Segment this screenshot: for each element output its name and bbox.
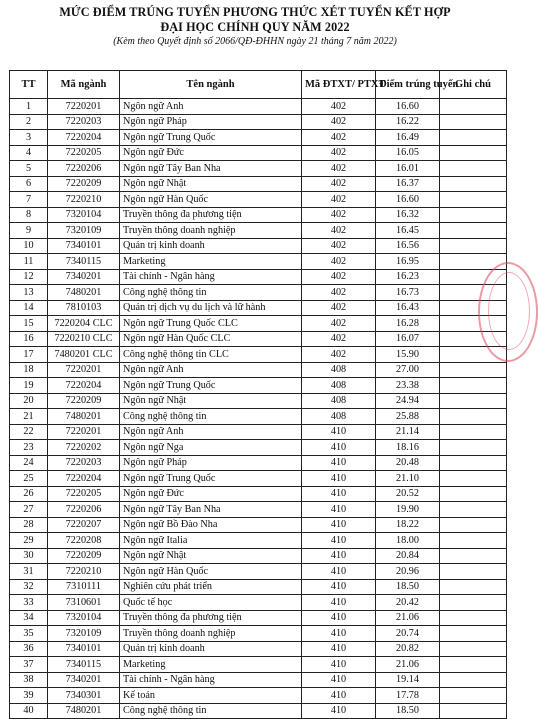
row-ghi-chu — [440, 130, 507, 146]
row-ma-dtxt: 410 — [302, 672, 376, 688]
row-ma-nganh: 7220201 — [48, 99, 120, 115]
row-diem: 15.90 — [376, 347, 440, 363]
row-ten-nganh: Công nghệ thông tin — [120, 285, 302, 301]
row-diem: 20.42 — [376, 595, 440, 611]
row-diem: 16.60 — [376, 99, 440, 115]
row-ma-nganh: 7340101 — [48, 641, 120, 657]
row-ma-nganh: 7810103 — [48, 300, 120, 316]
row-ma-dtxt: 402 — [302, 300, 376, 316]
row-diem: 16.22 — [376, 114, 440, 130]
row-diem: 21.14 — [376, 424, 440, 440]
row-ma-nganh: 7480201 — [48, 409, 120, 425]
row-ma-nganh: 7340301 — [48, 688, 120, 704]
row-ghi-chu — [440, 533, 507, 549]
row-ghi-chu — [440, 703, 507, 719]
row-ma-nganh: 7480201 CLC — [48, 347, 120, 363]
row-ma-nganh: 7220210 — [48, 192, 120, 208]
row-ten-nganh: Ngôn ngữ Trung Quốc — [120, 378, 302, 394]
row-diem: 16.01 — [376, 161, 440, 177]
row-ma-nganh: 7220204 — [48, 471, 120, 487]
row-ma-nganh: 7220210 CLC — [48, 331, 120, 347]
row-tt: 9 — [10, 223, 48, 239]
row-tt: 30 — [10, 548, 48, 564]
row-diem: 20.96 — [376, 564, 440, 580]
row-ma-nganh: 7320109 — [48, 223, 120, 239]
table-row — [10, 378, 507, 394]
row-ma-nganh: 7220206 — [48, 502, 120, 518]
row-diem: 18.22 — [376, 517, 440, 533]
row-ten-nganh: Kế toán — [120, 688, 302, 704]
row-ma-dtxt: 408 — [302, 378, 376, 394]
row-diem: 23.38 — [376, 378, 440, 394]
table-body — [10, 99, 507, 719]
row-diem: 16.37 — [376, 176, 440, 192]
row-ma-dtxt: 410 — [302, 440, 376, 456]
row-ma-nganh: 7220205 — [48, 145, 120, 161]
row-ten-nganh: Ngôn ngữ Tây Ban Nha — [120, 161, 302, 177]
row-ma-dtxt: 408 — [302, 362, 376, 378]
row-diem: 19.90 — [376, 502, 440, 518]
row-diem: 16.23 — [376, 269, 440, 285]
row-tt: 2 — [10, 114, 48, 130]
row-ma-nganh: 7220201 — [48, 424, 120, 440]
row-ten-nganh: Quản trị kinh doanh — [120, 238, 302, 254]
row-tt: 25 — [10, 471, 48, 487]
row-ten-nganh: Ngôn ngữ Nhật — [120, 176, 302, 192]
row-tt: 8 — [10, 207, 48, 223]
row-ghi-chu — [440, 595, 507, 611]
row-diem: 20.84 — [376, 548, 440, 564]
row-diem: 25.88 — [376, 409, 440, 425]
row-tt: 27 — [10, 502, 48, 518]
row-ma-dtxt: 402 — [302, 207, 376, 223]
row-ma-dtxt: 410 — [302, 548, 376, 564]
table-row — [10, 331, 507, 347]
row-ma-nganh: 7340201 — [48, 269, 120, 285]
row-diem: 21.06 — [376, 657, 440, 673]
table-row — [10, 130, 507, 146]
row-ma-dtxt: 402 — [302, 331, 376, 347]
row-ma-dtxt: 402 — [302, 145, 376, 161]
document-header — [0, 0, 510, 49]
document-subtitle: (Kèm theo Quyết định số 2066/QĐ-ĐHHN ngày 21 tháng 7 năm 2022) — [113, 36, 397, 47]
row-ma-nganh: 7220204 — [48, 130, 120, 146]
row-ten-nganh: Marketing — [120, 254, 302, 270]
row-diem: 16.05 — [376, 145, 440, 161]
row-ten-nganh: Ngôn ngữ Pháp — [120, 455, 302, 471]
row-diem: 19.14 — [376, 672, 440, 688]
row-ma-nganh: 7220210 — [48, 564, 120, 580]
row-diem: 21.06 — [376, 610, 440, 626]
table-header-row — [10, 71, 507, 99]
row-diem: 16.49 — [376, 130, 440, 146]
document-title-line2: ĐẠI HỌC CHÍNH QUY NĂM 2022 — [160, 20, 350, 34]
row-tt: 33 — [10, 595, 48, 611]
row-tt: 19 — [10, 378, 48, 394]
table-row — [10, 114, 507, 130]
header-diem-trung-tuyen: Điểm trúng tuyển — [376, 71, 440, 99]
row-tt: 22 — [10, 424, 48, 440]
row-ma-nganh: 7220204 — [48, 378, 120, 394]
header-tt: TT — [10, 71, 48, 99]
row-ma-nganh: 7220204 CLC — [48, 316, 120, 332]
row-ten-nganh: Ngôn ngữ Tây Ban Nha — [120, 502, 302, 518]
table-row — [10, 424, 507, 440]
row-diem: 17.78 — [376, 688, 440, 704]
row-ma-dtxt: 410 — [302, 424, 376, 440]
row-tt: 36 — [10, 641, 48, 657]
row-ghi-chu — [440, 393, 507, 409]
row-diem: 20.48 — [376, 455, 440, 471]
row-ma-nganh: 7320104 — [48, 610, 120, 626]
row-ten-nganh: Tài chính - Ngân hàng — [120, 269, 302, 285]
row-tt: 5 — [10, 161, 48, 177]
row-ma-nganh: 7220209 — [48, 548, 120, 564]
row-ten-nganh: Ngôn ngữ Hàn Quốc — [120, 564, 302, 580]
row-ma-nganh: 7340115 — [48, 254, 120, 270]
row-ghi-chu — [440, 548, 507, 564]
row-tt: 39 — [10, 688, 48, 704]
row-tt: 18 — [10, 362, 48, 378]
row-ghi-chu — [440, 424, 507, 440]
table-row — [10, 610, 507, 626]
row-tt: 38 — [10, 672, 48, 688]
row-ghi-chu — [440, 223, 507, 239]
row-tt: 17 — [10, 347, 48, 363]
row-ghi-chu — [440, 99, 507, 115]
row-tt: 3 — [10, 130, 48, 146]
row-tt: 14 — [10, 300, 48, 316]
row-diem: 16.95 — [376, 254, 440, 270]
row-ma-nganh: 7320104 — [48, 207, 120, 223]
row-ma-dtxt: 402 — [302, 130, 376, 146]
row-ma-nganh: 7480201 — [48, 285, 120, 301]
table-row — [10, 440, 507, 456]
row-ten-nganh: Tài chính - Ngân hàng — [120, 672, 302, 688]
row-ma-dtxt: 410 — [302, 486, 376, 502]
row-diem: 20.82 — [376, 641, 440, 657]
row-ma-dtxt: 410 — [302, 579, 376, 595]
row-tt: 32 — [10, 579, 48, 595]
row-ma-dtxt: 402 — [302, 347, 376, 363]
row-diem: 18.16 — [376, 440, 440, 456]
row-tt: 16 — [10, 331, 48, 347]
row-ghi-chu — [440, 207, 507, 223]
row-ma-dtxt: 402 — [302, 238, 376, 254]
row-ma-nganh: 7310111 — [48, 579, 120, 595]
row-ma-dtxt: 410 — [302, 688, 376, 704]
row-ma-dtxt: 410 — [302, 502, 376, 518]
header-ghi-chu: Ghi chú — [440, 71, 507, 99]
row-ma-dtxt: 402 — [302, 316, 376, 332]
table-row — [10, 579, 507, 595]
row-tt: 7 — [10, 192, 48, 208]
table-row — [10, 238, 507, 254]
row-ghi-chu — [440, 657, 507, 673]
row-ghi-chu — [440, 626, 507, 642]
row-ma-nganh: 7220208 — [48, 533, 120, 549]
table-row — [10, 703, 507, 719]
table-row — [10, 192, 507, 208]
row-ten-nganh: Ngôn ngữ Anh — [120, 362, 302, 378]
table-row — [10, 548, 507, 564]
row-ten-nganh: Ngôn ngữ Đức — [120, 486, 302, 502]
row-ma-dtxt: 410 — [302, 564, 376, 580]
row-ghi-chu — [440, 610, 507, 626]
row-ten-nganh: Truyền thông doanh nghiệp — [120, 223, 302, 239]
table-row — [10, 316, 507, 332]
row-ghi-chu — [440, 641, 507, 657]
row-ghi-chu — [440, 378, 507, 394]
row-ten-nganh: Quản trị kinh doanh — [120, 641, 302, 657]
row-ghi-chu — [440, 145, 507, 161]
table-row — [10, 564, 507, 580]
row-diem: 16.60 — [376, 192, 440, 208]
row-tt: 10 — [10, 238, 48, 254]
row-ma-nganh: 7220203 — [48, 114, 120, 130]
row-ten-nganh: Ngôn ngữ Italia — [120, 533, 302, 549]
row-diem: 18.50 — [376, 579, 440, 595]
row-ten-nganh: Quản trị dịch vụ du lịch và lữ hành — [120, 300, 302, 316]
row-ten-nganh: Ngôn ngữ Đức — [120, 145, 302, 161]
row-ghi-chu — [440, 362, 507, 378]
header-ma-dtxt: Mã ĐTXT/ PTXT — [302, 71, 376, 99]
row-ma-nganh: 7340115 — [48, 657, 120, 673]
row-ma-dtxt: 410 — [302, 471, 376, 487]
table-row — [10, 254, 507, 270]
row-ten-nganh: Ngôn ngữ Trung Quốc CLC — [120, 316, 302, 332]
table-row — [10, 285, 507, 301]
table-row — [10, 223, 507, 239]
row-tt: 26 — [10, 486, 48, 502]
row-ma-dtxt: 410 — [302, 610, 376, 626]
row-ma-dtxt: 402 — [302, 223, 376, 239]
row-ghi-chu — [440, 409, 507, 425]
row-diem: 16.73 — [376, 285, 440, 301]
table-row — [10, 626, 507, 642]
row-ten-nganh: Truyền thông doanh nghiệp — [120, 626, 302, 642]
red-seal-stamp-inner — [488, 272, 530, 350]
row-tt: 23 — [10, 440, 48, 456]
table-row — [10, 300, 507, 316]
row-ma-nganh: 7220203 — [48, 455, 120, 471]
row-ghi-chu — [440, 455, 507, 471]
row-tt: 31 — [10, 564, 48, 580]
row-ma-dtxt: 402 — [302, 176, 376, 192]
table-row — [10, 672, 507, 688]
row-ma-dtxt: 410 — [302, 626, 376, 642]
row-tt: 12 — [10, 269, 48, 285]
row-ghi-chu — [440, 517, 507, 533]
row-tt: 13 — [10, 285, 48, 301]
row-ten-nganh: Ngôn ngữ Pháp — [120, 114, 302, 130]
row-diem: 18.00 — [376, 533, 440, 549]
row-tt: 37 — [10, 657, 48, 673]
row-ghi-chu — [440, 161, 507, 177]
row-tt: 4 — [10, 145, 48, 161]
row-ten-nganh: Ngôn ngữ Nhật — [120, 548, 302, 564]
row-tt: 20 — [10, 393, 48, 409]
row-ghi-chu — [440, 238, 507, 254]
table-row — [10, 409, 507, 425]
row-ghi-chu — [440, 176, 507, 192]
row-tt: 15 — [10, 316, 48, 332]
row-tt: 40 — [10, 703, 48, 719]
row-ten-nganh: Công nghệ thông tin CLC — [120, 347, 302, 363]
row-ten-nganh: Công nghệ thông tin — [120, 409, 302, 425]
table-row — [10, 595, 507, 611]
row-ten-nganh: Ngôn ngữ Hàn Quốc — [120, 192, 302, 208]
row-diem: 21.10 — [376, 471, 440, 487]
table-row — [10, 99, 507, 115]
row-tt: 21 — [10, 409, 48, 425]
table-row — [10, 161, 507, 177]
row-tt: 24 — [10, 455, 48, 471]
row-ma-dtxt: 402 — [302, 99, 376, 115]
row-tt: 1 — [10, 99, 48, 115]
table-row — [10, 657, 507, 673]
row-ten-nganh: Quốc tế học — [120, 595, 302, 611]
row-tt: 28 — [10, 517, 48, 533]
row-diem: 16.43 — [376, 300, 440, 316]
row-ma-dtxt: 410 — [302, 455, 376, 471]
row-ma-dtxt: 410 — [302, 657, 376, 673]
row-ma-nganh: 7340101 — [48, 238, 120, 254]
row-ma-dtxt: 408 — [302, 393, 376, 409]
row-ma-nganh: 7220207 — [48, 517, 120, 533]
row-ghi-chu — [440, 486, 507, 502]
row-ten-nganh: Ngôn ngữ Nga — [120, 440, 302, 456]
row-diem: 16.45 — [376, 223, 440, 239]
row-diem: 16.28 — [376, 316, 440, 332]
row-ghi-chu — [440, 440, 507, 456]
row-ten-nganh: Công nghệ thông tin — [120, 703, 302, 719]
row-ten-nganh: Ngôn ngữ Trung Quốc — [120, 471, 302, 487]
row-ghi-chu — [440, 579, 507, 595]
table-row — [10, 533, 507, 549]
table-row — [10, 688, 507, 704]
row-ma-dtxt: 402 — [302, 161, 376, 177]
table-row — [10, 455, 507, 471]
row-ma-dtxt: 402 — [302, 114, 376, 130]
document-title-line1: MỨC ĐIỂM TRÚNG TUYỂN PHƯƠNG THỨC XÉT TUYỂN KẾT HỢP — [59, 5, 451, 19]
row-ghi-chu — [440, 471, 507, 487]
row-ten-nganh: Ngôn ngữ Anh — [120, 424, 302, 440]
admission-scores-table — [9, 70, 507, 719]
table-row — [10, 641, 507, 657]
row-ma-dtxt: 410 — [302, 595, 376, 611]
row-ma-nganh: 7220205 — [48, 486, 120, 502]
row-ma-nganh: 7480201 — [48, 703, 120, 719]
row-ten-nganh: Ngôn ngữ Nhật — [120, 393, 302, 409]
row-ma-dtxt: 402 — [302, 254, 376, 270]
row-ten-nganh: Ngôn ngữ Trung Quốc — [120, 130, 302, 146]
row-ma-dtxt: 402 — [302, 192, 376, 208]
row-ma-dtxt: 408 — [302, 409, 376, 425]
row-ten-nganh: Nghiên cứu phát triển — [120, 579, 302, 595]
row-ma-dtxt: 410 — [302, 703, 376, 719]
row-ghi-chu — [440, 688, 507, 704]
header-ma-nganh: Mã ngành — [48, 71, 120, 99]
table-row — [10, 517, 507, 533]
row-diem: 20.74 — [376, 626, 440, 642]
table-row — [10, 347, 507, 363]
row-ghi-chu — [440, 114, 507, 130]
row-ten-nganh: Ngôn ngữ Hàn Quốc CLC — [120, 331, 302, 347]
row-ten-nganh: Marketing — [120, 657, 302, 673]
row-diem: 16.56 — [376, 238, 440, 254]
row-ghi-chu — [440, 672, 507, 688]
row-diem: 20.52 — [376, 486, 440, 502]
row-ten-nganh: Truyền thông đa phương tiện — [120, 610, 302, 626]
row-ma-dtxt: 410 — [302, 533, 376, 549]
row-ten-nganh: Ngôn ngữ Anh — [120, 99, 302, 115]
row-ghi-chu — [440, 502, 507, 518]
row-diem: 16.07 — [376, 331, 440, 347]
table-row — [10, 145, 507, 161]
row-ma-nganh: 7220206 — [48, 161, 120, 177]
row-tt: 6 — [10, 176, 48, 192]
row-diem: 24.94 — [376, 393, 440, 409]
row-ghi-chu — [440, 564, 507, 580]
row-ma-nganh: 7310601 — [48, 595, 120, 611]
row-ten-nganh: Truyền thông đa phương tiện — [120, 207, 302, 223]
row-diem: 18.50 — [376, 703, 440, 719]
table-row — [10, 393, 507, 409]
row-ma-nganh: 7220209 — [48, 393, 120, 409]
row-ghi-chu — [440, 192, 507, 208]
row-ma-nganh: 7220201 — [48, 362, 120, 378]
row-tt: 11 — [10, 254, 48, 270]
row-ma-dtxt: 410 — [302, 641, 376, 657]
table-row — [10, 471, 507, 487]
row-ma-dtxt: 402 — [302, 285, 376, 301]
row-tt: 29 — [10, 533, 48, 549]
row-ma-nganh: 7320109 — [48, 626, 120, 642]
row-diem: 16.32 — [376, 207, 440, 223]
row-tt: 35 — [10, 626, 48, 642]
row-ma-nganh: 7220209 — [48, 176, 120, 192]
table-row — [10, 362, 507, 378]
table-row — [10, 269, 507, 285]
table-row — [10, 207, 507, 223]
row-ma-dtxt: 402 — [302, 269, 376, 285]
table-row — [10, 486, 507, 502]
row-ma-dtxt: 410 — [302, 517, 376, 533]
row-tt: 34 — [10, 610, 48, 626]
row-ma-nganh: 7340201 — [48, 672, 120, 688]
row-ma-nganh: 7220202 — [48, 440, 120, 456]
table-row — [10, 502, 507, 518]
row-ten-nganh: Ngôn ngữ Bồ Đào Nha — [120, 517, 302, 533]
header-ten-nganh: Tên ngành — [120, 71, 302, 99]
table-row — [10, 176, 507, 192]
row-diem: 27.00 — [376, 362, 440, 378]
